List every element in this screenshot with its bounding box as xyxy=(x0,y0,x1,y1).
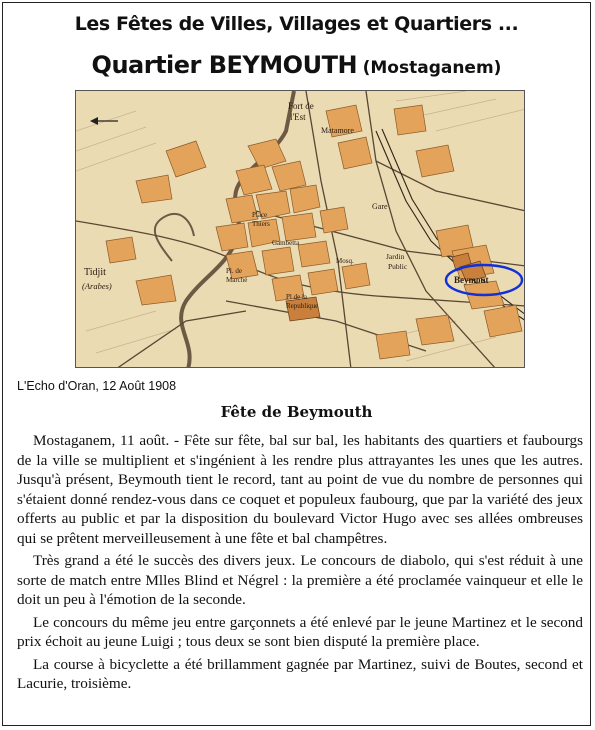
page-title xyxy=(3,51,590,79)
map-label-fort-1: Fort de xyxy=(288,101,314,111)
map-label-fort-2: l'Est xyxy=(290,112,306,122)
map-label-gambetta: Gambetta xyxy=(272,239,300,247)
map-label-gare: Gare xyxy=(372,202,388,211)
map-label-jardin-2: Public xyxy=(388,262,408,271)
article-paragraph: Très grand a été le succès des divers jeux. Le concours de diabolo, qui s'est réduit à une sorte de match entre Mlles Blind et Négrel : la première a été proclamée vainqueur et elle le doit un peu à l'émotion de la seconde. xyxy=(17,552,583,608)
article-paragraph: Mostaganem, 11 août. - Fête sur fête, bal sur bal, les habitants des quartiers et faubourgs de la ville se multiplient et s'ingénient à les rendre plus attrayantes les unes que les autres. Jusqu'à présent, Beymouth tient le record, tant au point de vue du nombre de personnes qui s'étaient donné rendez-vous dans ce coquet et populeux faubourg, que par la variété des jeux offerts au public et par la disposition du boulevard Victor Hugo avec ses allées ombreuses qui se prêtent merveilleusement à une fête et bal champêtres. xyxy=(17,432,583,547)
map-label-mosquee: Mosq. xyxy=(336,257,354,265)
map-label-marche-2: Marché xyxy=(226,276,248,284)
map-label-matamore: Matamore xyxy=(321,126,354,135)
city-map-image xyxy=(75,90,525,368)
page-frame xyxy=(2,2,591,726)
map-label-pl-la-1: Pl de la xyxy=(286,293,307,301)
article-paragraph: Le concours du même jeu entre garçonnets a été enlevé par le jeune Martinez et le second prix échoit au jeune Luigi ; tous deux se sont bien disputé la première place. xyxy=(17,613,583,650)
map-label-place-2: Thiers xyxy=(252,220,270,228)
map-label-place-1: Place xyxy=(252,211,268,219)
map-label-marche-1: Pl. de xyxy=(226,267,242,275)
article-body xyxy=(17,431,583,697)
article-title: Fête de Beymouth xyxy=(220,403,373,421)
article-paragraph: La course à bicyclette a été brillamment gagnée par Martinez, suivi de Boutes, second et Lacurie, troisième. xyxy=(17,655,583,692)
city-map-drawing xyxy=(76,91,525,368)
map-label-pl-la-2: Republique xyxy=(286,302,319,310)
map-label-beymout: Beymout xyxy=(454,275,489,285)
map-label-jardin-1: Jardin xyxy=(386,252,405,261)
page-title-sub: (Mostaganem) xyxy=(362,58,502,78)
map-label-tidjit: Tidjit xyxy=(84,267,106,278)
map-label-arabes: (Arabes) xyxy=(82,281,112,291)
series-title: Les Fêtes de Villes, Villages et Quartiers ... xyxy=(74,13,519,35)
page-title-main: Quartier BEYMOUTH xyxy=(91,51,358,79)
source-citation: L'Echo d'Oran, 12 Août 1908 xyxy=(17,379,177,393)
